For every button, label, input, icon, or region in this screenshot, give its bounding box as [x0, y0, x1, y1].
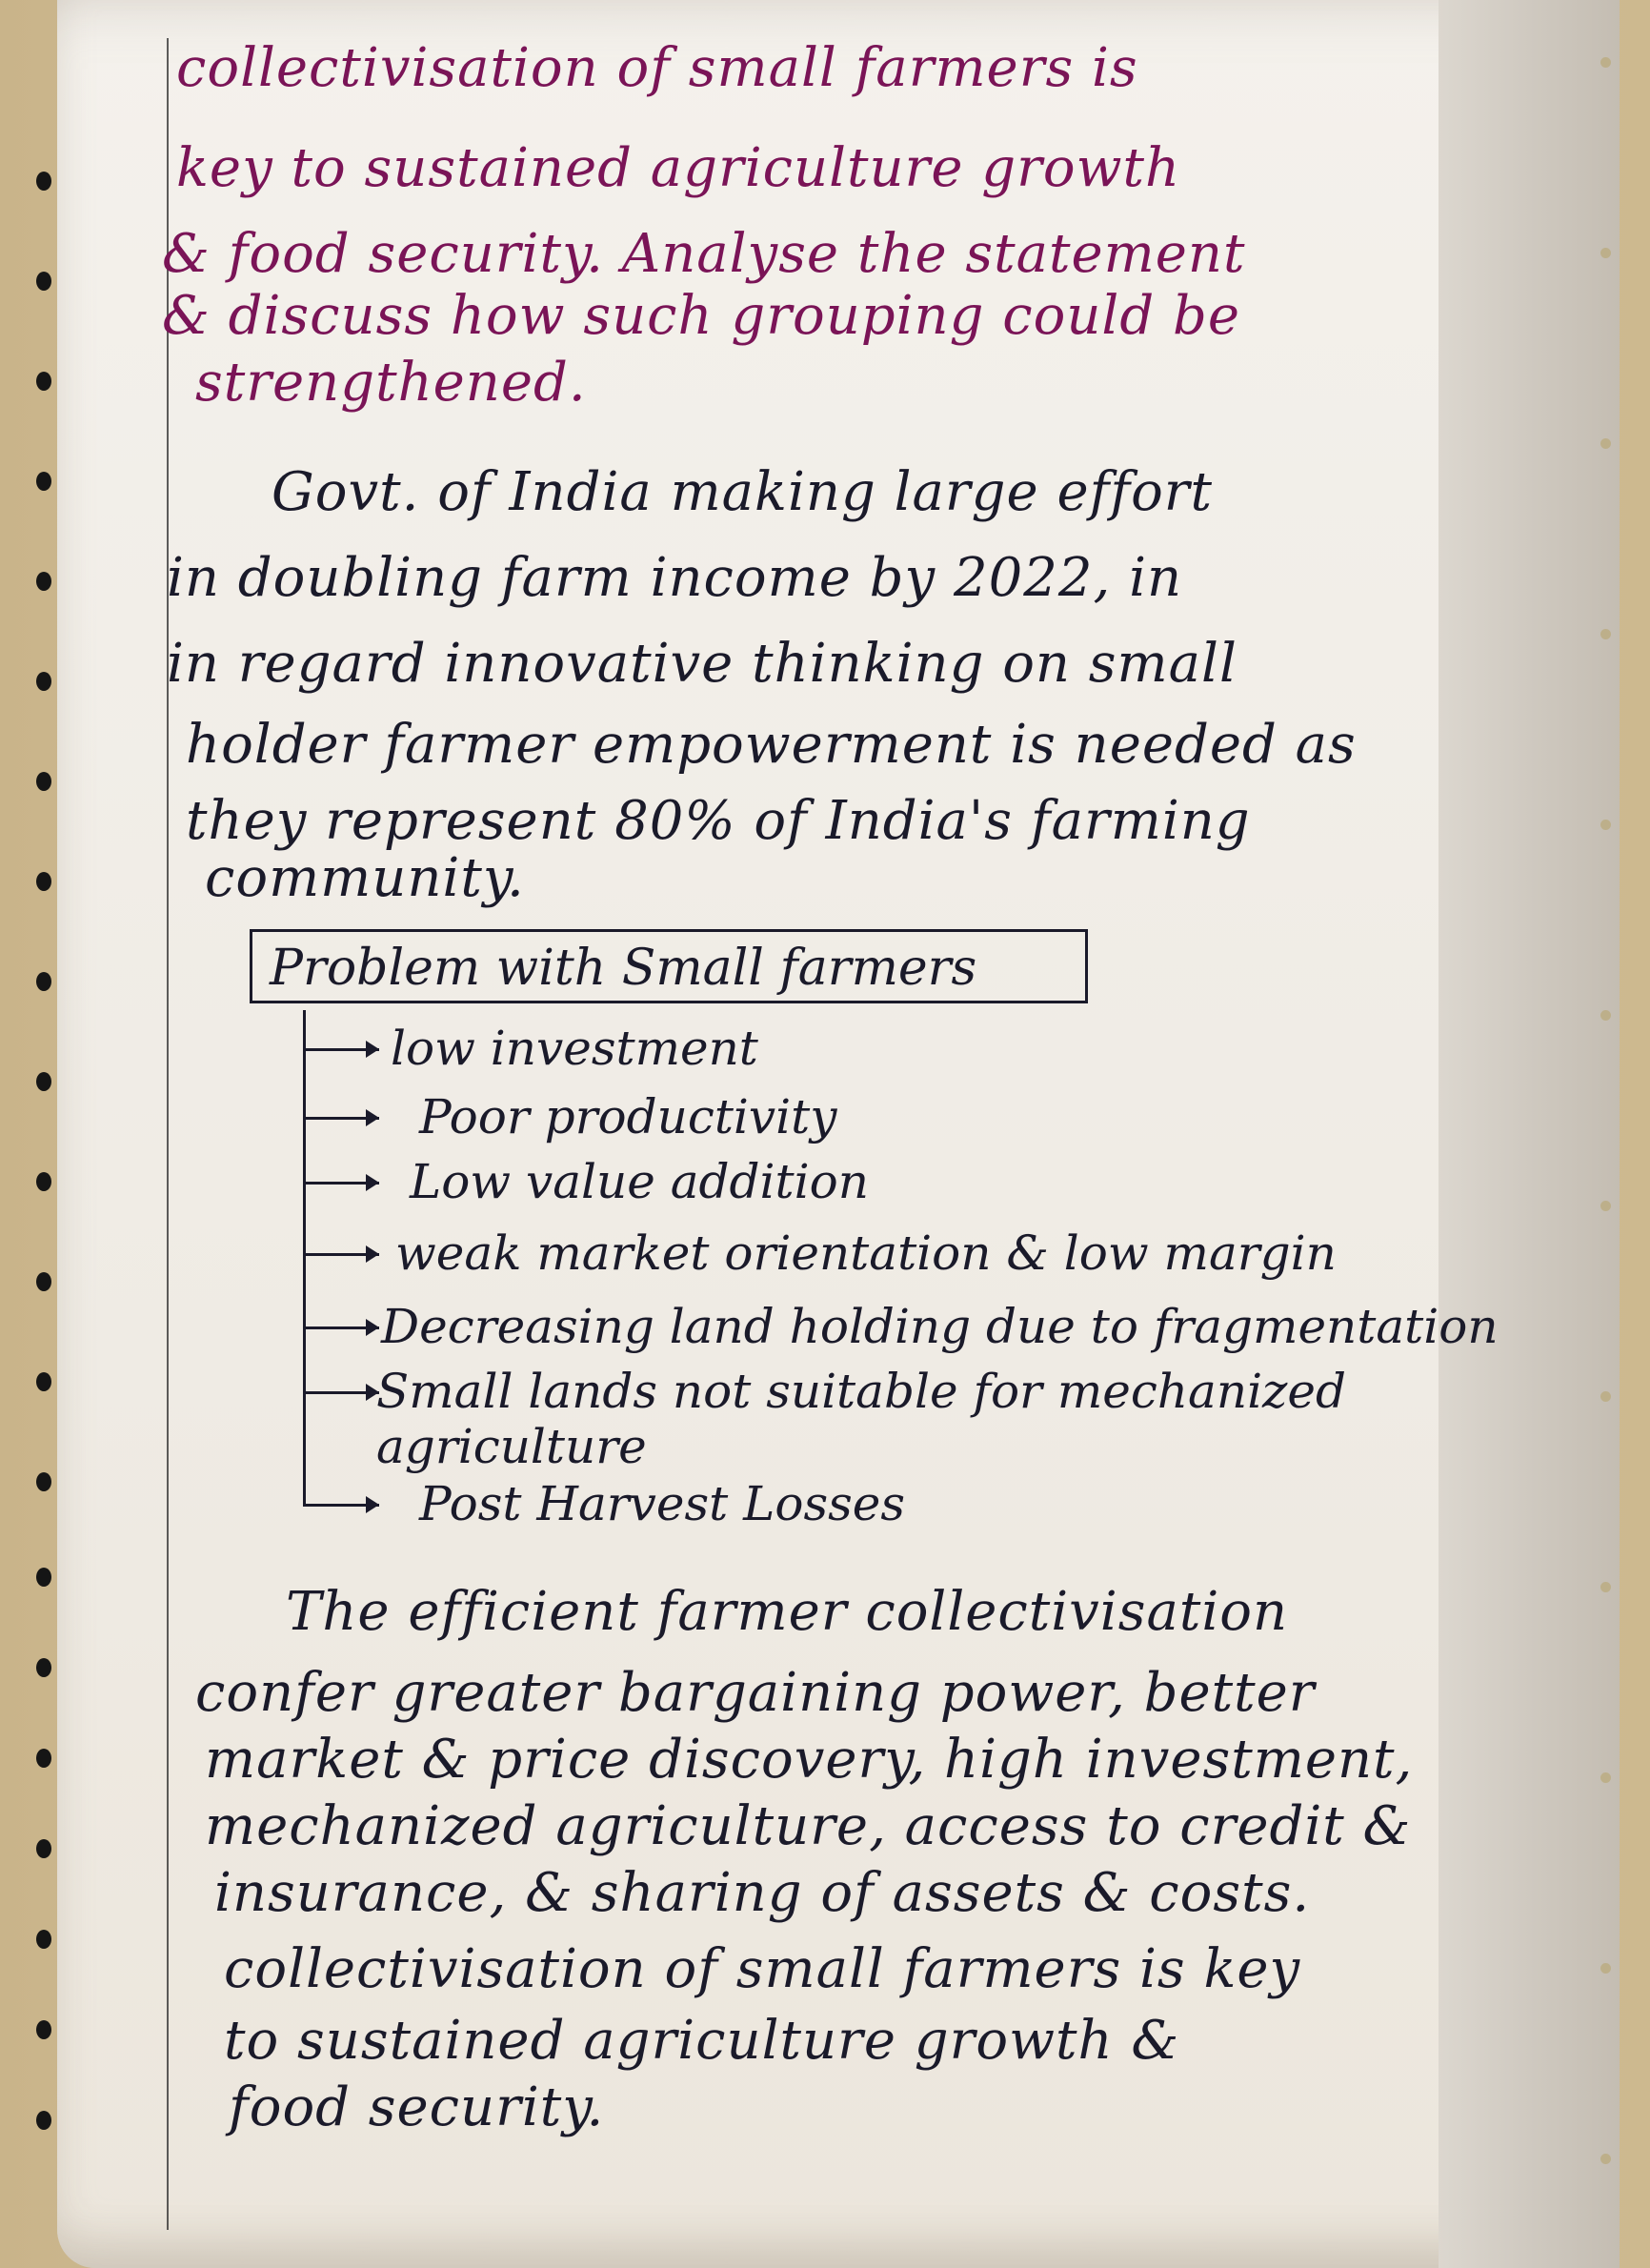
arrow-icon — [303, 1504, 379, 1507]
problem-item: weak market orientation & low margin — [395, 1225, 1337, 1281]
binder-hole — [36, 972, 51, 991]
binder-hole — [36, 1272, 51, 1291]
arrow-icon — [303, 1391, 379, 1394]
binder-hole — [36, 1839, 51, 1858]
conclusion-line: market & price discovery, high investment, — [205, 1729, 1414, 1791]
arrow-icon — [303, 1253, 379, 1256]
conclusion-line: to sustained agriculture growth & — [224, 2010, 1180, 2072]
binder-hole — [36, 172, 51, 191]
intro-line: holder farmer empowerment is needed as — [186, 714, 1357, 776]
question-line: & food security. Analyse the statement — [162, 223, 1246, 285]
page-edge-shadow — [1439, 0, 1620, 2268]
problems-heading-box — [250, 929, 1088, 1003]
conclusion-line: food security. — [229, 2076, 605, 2138]
perforation-dot — [1600, 2154, 1611, 2164]
margin-line — [167, 38, 169, 2230]
question-line: strengthened. — [195, 352, 587, 414]
intro-line: in doubling farm income by 2022, in — [167, 547, 1183, 609]
binder-hole — [36, 472, 51, 491]
problem-item: low investment — [391, 1021, 758, 1076]
perforation-dot — [1600, 820, 1611, 830]
problems-heading: Problem with Small farmers — [270, 940, 977, 997]
binder-hole — [36, 372, 51, 391]
perforation-dot — [1600, 629, 1611, 639]
intro-line: community. — [205, 847, 525, 909]
conclusion-line: collectivisation of small farmers is key — [224, 1938, 1301, 2000]
perforation-dot — [1600, 248, 1611, 258]
binder-hole — [36, 1658, 51, 1677]
problem-item: Low value addition — [410, 1154, 869, 1209]
problem-item: Poor productivity — [419, 1089, 837, 1144]
binder-hole — [36, 1372, 51, 1391]
binder-hole — [36, 2111, 51, 2130]
intro-line: they represent 80% of India's farming — [186, 790, 1251, 852]
binder-hole — [36, 1749, 51, 1768]
tree-connector — [303, 1010, 306, 1506]
conclusion-line: The efficient farmer collectivisation — [286, 1581, 1289, 1643]
arrow-icon — [303, 1182, 379, 1185]
question-line: & discuss how such grouping could be — [162, 285, 1240, 347]
problem-item: Small lands not suitable for mechanized — [376, 1364, 1346, 1419]
binder-hole — [36, 1930, 51, 1949]
arrow-icon — [303, 1326, 379, 1329]
binder-hole — [36, 772, 51, 791]
binder-hole — [36, 1072, 51, 1091]
perforation-dot — [1600, 1582, 1611, 1592]
perforation-dot — [1600, 1963, 1611, 1974]
binder-hole — [36, 1472, 51, 1491]
binder-hole — [36, 272, 51, 291]
problem-item-continued: agriculture — [376, 1419, 647, 1474]
arrow-icon — [303, 1117, 379, 1120]
binder-hole — [36, 872, 51, 891]
perforation-dot — [1600, 1201, 1611, 1211]
perforation-dot — [1600, 57, 1611, 68]
conclusion-line: insurance, & sharing of assets & costs. — [214, 1862, 1311, 1924]
binder-hole — [36, 572, 51, 591]
question-line: collectivisation of small farmers is — [176, 37, 1138, 99]
intro-line: Govt. of India making large effort — [272, 461, 1214, 523]
conclusion-line: mechanized agriculture, access to credit & — [205, 1795, 1412, 1857]
perforation-dot — [1600, 1010, 1611, 1021]
problem-item: Decreasing land holding due to fragmentation — [381, 1299, 1499, 1354]
binder-hole — [36, 1568, 51, 1587]
conclusion-line: confer greater bargaining power, better — [195, 1662, 1316, 1724]
intro-line: in regard innovative thinking on small — [167, 633, 1238, 695]
binder-hole — [36, 672, 51, 691]
binder-hole — [36, 1172, 51, 1191]
perforation-dot — [1600, 1772, 1611, 1783]
perforation-dot — [1600, 438, 1611, 449]
question-line: key to sustained agriculture growth — [176, 137, 1181, 199]
perforation-dot — [1600, 1391, 1611, 1402]
problem-item: Post Harvest Losses — [419, 1476, 906, 1531]
arrow-icon — [303, 1048, 379, 1051]
binder-hole — [36, 2020, 51, 2039]
